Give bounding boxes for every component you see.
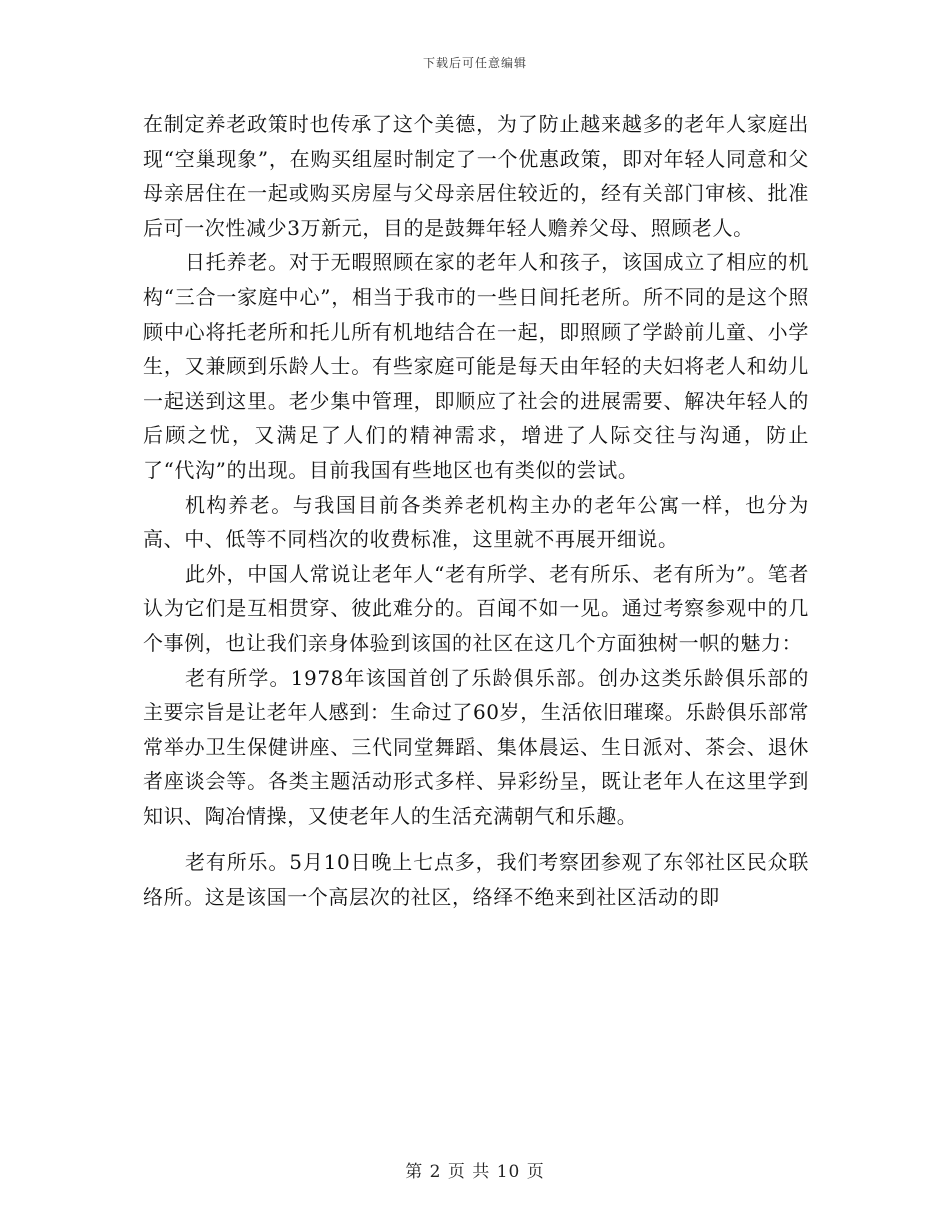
paragraph-day-care: 日托养老。对于无暇照顾在家的老年人和孩子，该国成立了相应的机构“三合一家庭中心”，相当于我市的一些日间托老所。所不同的是这个照顾中心将托老所和托儿所有机地结合在一起，即照顾了学龄前儿童、小学生，又兼顾到乐龄人士。有些家庭可能是每天由年轻的夫妇将老人和幼儿一起送到这里。老少集中管理，即顺应了社会的进展需要、解决年轻人的后顾之忧，又满足了人们的精神需求，增进了人际交往与沟通，防止了“代沟”的出现。目前我国有些地区也有类似的尝试。	[143, 250, 809, 482]
document-body	[143, 107, 809, 915]
paragraph-learning: 老有所学。1978年该国首创了乐龄俱乐部。创办这类乐龄俱乐部的主要宗旨是让老年人感到：生命过了60岁，生活依旧璀璨。乐龄俱乐部常常举办卫生保健讲座、三代同堂舞蹈、集体晨运、生日派对、茶会、退休者座谈会等。各类主题活动形式多样、异彩纷呈，既让老年人在这里学到知识、陶冶情操，又使老年人的生活充满朝气和乐趣。	[143, 665, 809, 828]
paragraph-in-addition: 此外，中国人常说让老年人“老有所学、老有所乐、老有所为”。笔者认为它们是互相贯穿、彼此难分的。百闻不如一见。通过考察参观中的几个事例，也让我们亲身体验到该国的社区在这几个方面独树一帜的魅力：	[143, 561, 809, 655]
paragraph-enjoyment: 老有所乐。5月10日晚上七点多，我们考察团参观了东邻社区民众联络所。这是该国一个高层次的社区，络绎不绝来到社区活动的即	[143, 850, 809, 910]
page-footer: 第 2 页 共 10 页	[405, 1162, 545, 1182]
paragraph-institution-care: 机构养老。与我国目前各类养老机构主办的老年公寓一样，也分为高、中、低等不同档次的收费标准，这里就不再展开细说。	[143, 492, 809, 552]
paragraph-continuation: 在制定养老政策时也传承了这个美德，为了防止越来越多的老年人家庭出现“空巢现象”，在购买组屋时制定了一个优惠政策，即对年轻人同意和父母亲居住在一起或购买房屋与父母亲居住较近的，经有关部门审核、批准后可一次性减少3万新元，目的是鼓舞年轻人赡养父母、照顾老人。	[143, 112, 809, 240]
page-header: 下载后可任意编辑	[422, 56, 527, 70]
